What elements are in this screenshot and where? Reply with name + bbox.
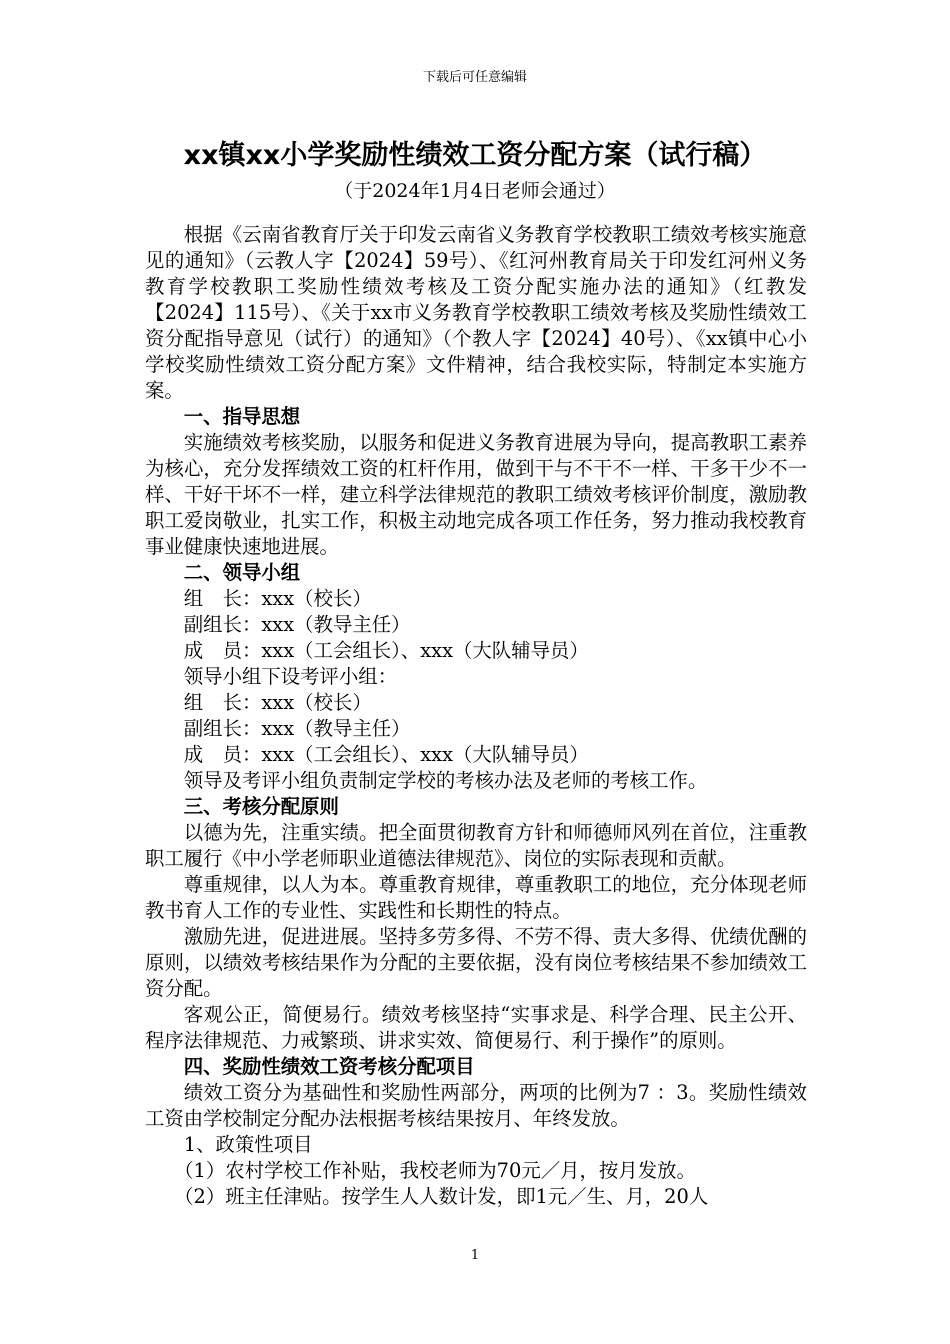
- list-line: 领导小组下设考评小组：: [183, 665, 398, 688]
- list-line: 领导及考评小组负责制定学校的考核办法及老师的考核工作。: [183, 769, 708, 792]
- document-subtitle: （于2024年1月4日老师会通过）: [334, 180, 616, 202]
- paragraph: 实施绩效考核奖励，以服务和促进义务教育进展为导向，提高教职工素养为核心，充分发挥绩效工资的杠杆作用，做到干与不干不一样、干多干少不一样、干好干坏不一样，建立科学法律规范的教职工绩效考核评价制度，激励教职工爱岗敬业，扎实工作，积极主动地完成各项工作任务，努力推动我校教育事业健康快速地进展。: [145, 431, 807, 558]
- paragraph: 尊重规律，以人为本。尊重教育规律，尊重教职工的地位，充分体现老师教书育人工作的专业性、实践性和长期性的特点。: [145, 873, 807, 922]
- section-heading-1: 一、指导思想: [183, 405, 301, 428]
- document-title: xx镇xx小学奖励性绩效工资分配方案（试行稿）: [183, 140, 767, 171]
- list-line: （1）农村学校工作补贴，我校老师为70元／月，按月发放。: [174, 1159, 696, 1182]
- paragraph: 客观公正，简便易行。绩效考核坚持“实事求是、科学合理、民主公开、程序法律规范、力戒繁琐、讲求实效、简便易行、利于操作”的原则。: [145, 1003, 807, 1052]
- paragraph: 以德为先，注重实绩。把全面贯彻教育方针和师德师风列在首位，注重教职工履行《中小学老师职业道德法律规范》、岗位的实际表现和贡献。: [145, 821, 807, 870]
- document-body: [145, 222, 807, 1210]
- paragraph: 绩效工资分为基础性和奖励性两部分，两项的比例为7 ：3。奖励性绩效工资由学校制定分配办法根据考核结果按月、年终发放。: [145, 1081, 807, 1130]
- paragraph: 激励先进，促进进展。坚持多劳多得、不劳不得、责大多得、优绩优酬的原则，以绩效考核结果作为分配的主要依据，没有岗位考核结果不参加绩效工资分配。: [145, 925, 807, 1000]
- list-line: 组 长：xxx（校长）: [183, 587, 372, 610]
- intro-paragraph: 根据《云南省教育厅关于印发云南省义务教育学校教职工绩效考核实施意见的通知》（云教人字【2024】59号）、《红河州教育局关于印发红河州义务教育学校教职工奖励性绩效考核及工资分配实施办法的通知》（红教发【2024】115号）、《关于xx市义务教育学校教职工绩效考核及奖励性绩效工资分配指导意见（试行）的通知》（个教人字【2024】40号）、《xx镇中心小学校奖励性绩效工资分配方案》文件精神，结合我校实际，特制定本实施方案。: [145, 223, 807, 402]
- list-line: 组 长：xxx（校长）: [183, 691, 372, 714]
- section-heading-2: 二、领导小组: [183, 561, 301, 584]
- list-line: 副组长：xxx（教导主任）: [183, 613, 411, 636]
- list-line: （2）班主任津贴。按学生人人数计发，即1元／生、月，20人: [174, 1185, 709, 1208]
- list-line: 成 员：xxx（工会组长）、xxx（大队辅导员）: [183, 639, 589, 662]
- section-heading-4: 四、奖励性绩效工资考核分配项目: [183, 1055, 475, 1078]
- header-note: 下载后可任意编辑: [422, 70, 527, 85]
- list-line: 成 员：xxx（工会组长）、xxx（大队辅导员）: [183, 743, 589, 766]
- list-line: 副组长：xxx（教导主任）: [183, 717, 411, 740]
- section-heading-3: 三、考核分配原则: [183, 795, 339, 818]
- page-number: 1: [470, 1248, 480, 1263]
- list-line: 1、政策性项目: [183, 1133, 313, 1156]
